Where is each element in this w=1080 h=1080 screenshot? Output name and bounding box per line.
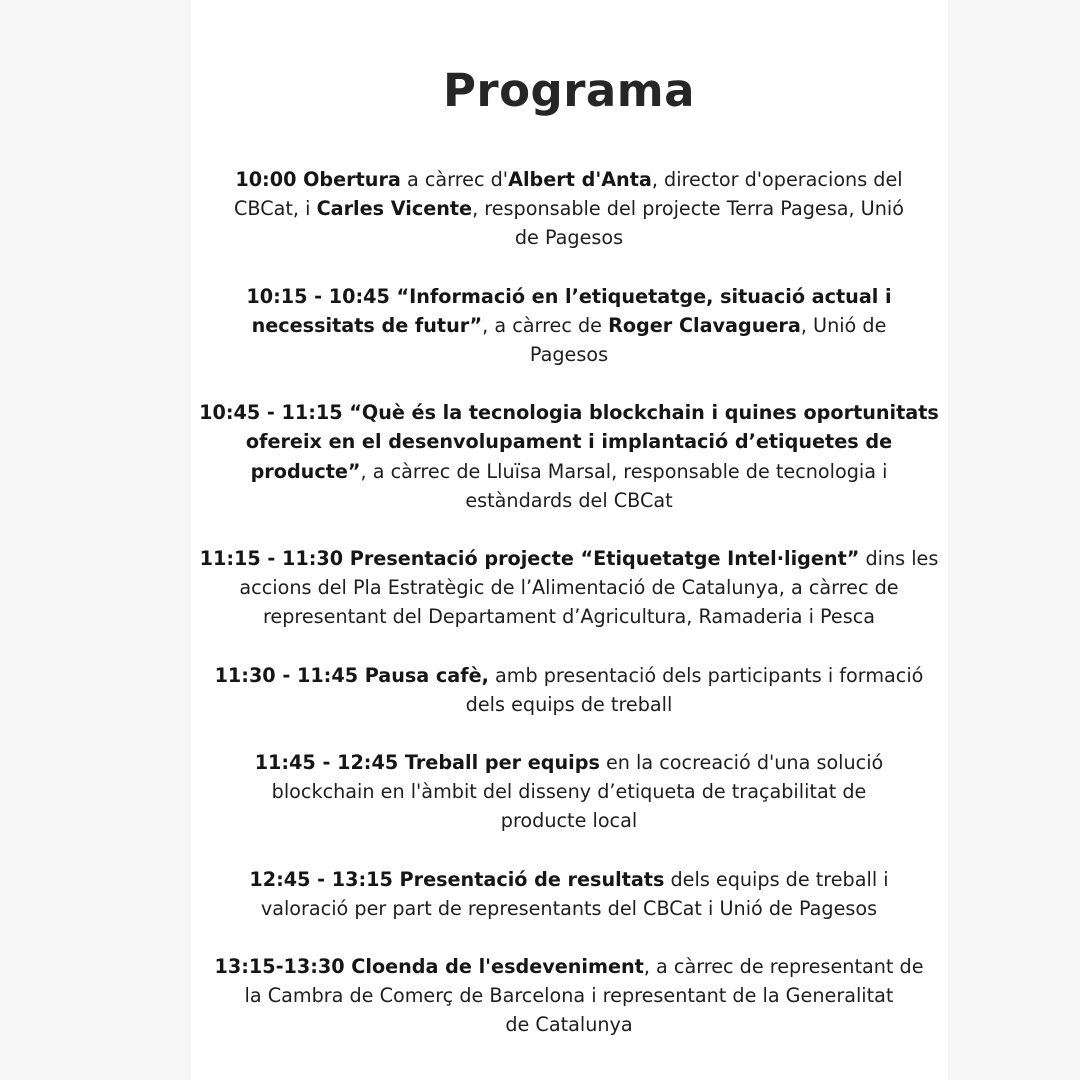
bold-text: 11:30 - 11:45 Pausa cafè,: [214, 663, 489, 687]
bold-text: 11:15 - 11:30 Presentació projecte “Etiquetatge Intel·ligent”: [199, 547, 860, 571]
text: de Catalunya: [505, 1013, 633, 1037]
schedule-item-line: [190, 806, 948, 835]
text: dels equips de treball i: [664, 867, 889, 891]
program-page: [190, 0, 948, 1080]
text: accions del Pla Estratègic de l’Alimentació de Catalunya, a càrrec de: [239, 576, 899, 600]
text: , a càrrec de: [482, 313, 609, 337]
text: dels equips de treball: [465, 692, 673, 716]
schedule-item-line: [190, 486, 948, 515]
text: , responsable del projecte Terra Pagesa, Unió: [472, 197, 904, 221]
text: blockchain en l'àmbit del disseny d’etiqueta de traçabilitat de: [271, 780, 867, 804]
schedule-item-line: [190, 398, 948, 427]
bold-text: Roger Clavaguera: [608, 313, 801, 337]
schedule-item-line: [190, 777, 948, 806]
bold-text: producte”: [250, 459, 361, 483]
bold-text: 10:00 Obertura: [235, 168, 401, 191]
text: Pagesos: [529, 343, 609, 367]
schedule-item-line: [190, 661, 948, 690]
schedule-item-line: [190, 340, 948, 369]
text: CBCat, i: [234, 197, 317, 221]
bold-text: Albert d'Anta: [508, 168, 652, 191]
text: , Unió de: [800, 313, 887, 337]
bold-text: ofereix en el desenvolupament i implantació d’etiquetes de: [245, 430, 893, 454]
text: valoració per part de representants del CBCat i Unió de Pagesos: [260, 896, 878, 920]
schedule-item-line: [190, 1010, 948, 1039]
schedule-item-line: [190, 282, 948, 311]
schedule-item: [190, 865, 948, 923]
schedule-item-line: [190, 981, 948, 1010]
schedule-item-line: [190, 602, 948, 631]
schedule-item: [190, 282, 948, 370]
schedule-item-line: [190, 690, 948, 719]
bold-text: 11:45 - 12:45 Treball per equips: [254, 751, 600, 775]
bold-text: necessitats de futur”: [251, 313, 483, 337]
schedule-item: [190, 398, 948, 515]
text: la Cambra de Comerç de Barcelona i representant de la Generalitat: [244, 984, 894, 1008]
text: , director d'operacions del: [651, 168, 903, 191]
bold-text: 10:45 - 11:15 “Què és la tecnologia blockchain i quines oportunitats: [199, 401, 939, 425]
schedule-item-line: [190, 457, 948, 486]
schedule-item-line: [190, 748, 948, 777]
page-title: Programa: [442, 64, 696, 117]
text: de Pagesos: [514, 226, 624, 250]
schedule-item: [190, 661, 948, 719]
schedule-item: [190, 544, 948, 632]
schedule-item-line: [190, 544, 948, 573]
bold-text: 12:45 - 13:15 Presentació de resultats: [249, 867, 665, 891]
text: a càrrec d': [400, 168, 509, 191]
schedule-item: [190, 165, 948, 253]
bold-text: 13:15-13:30 Cloenda de l'esdeveniment: [214, 955, 644, 979]
text: producte local: [500, 809, 638, 833]
text: , a càrrec de representant de: [643, 955, 924, 979]
schedule-item-line: [190, 427, 948, 456]
schedule-list: [190, 165, 948, 1069]
text: , a càrrec de Lluïsa Marsal, responsable de tecnologia i: [360, 459, 888, 483]
text: representant del Departament d’Agricultura, Ramaderia i Pesca: [262, 605, 876, 629]
schedule-item-line: [190, 223, 948, 252]
schedule-item-line: [190, 194, 948, 223]
schedule-item: [190, 952, 948, 1040]
schedule-item-line: [190, 573, 948, 602]
text: amb presentació dels participants i formació: [488, 663, 924, 687]
bold-text: Carles Vicente: [316, 197, 473, 221]
text: en la cocreació d'una solució: [599, 751, 884, 775]
schedule-item-line: [190, 865, 948, 894]
bold-text: 10:15 - 10:45 “Informació en l’etiquetatge, situació actual i: [246, 284, 892, 308]
schedule-item: [190, 748, 948, 836]
schedule-item-line: [190, 165, 948, 194]
schedule-item-line: [190, 952, 948, 981]
schedule-item-line: [190, 894, 948, 923]
schedule-item-line: [190, 311, 948, 340]
text: dins les: [859, 547, 939, 571]
text: estàndards del CBCat: [465, 488, 673, 512]
